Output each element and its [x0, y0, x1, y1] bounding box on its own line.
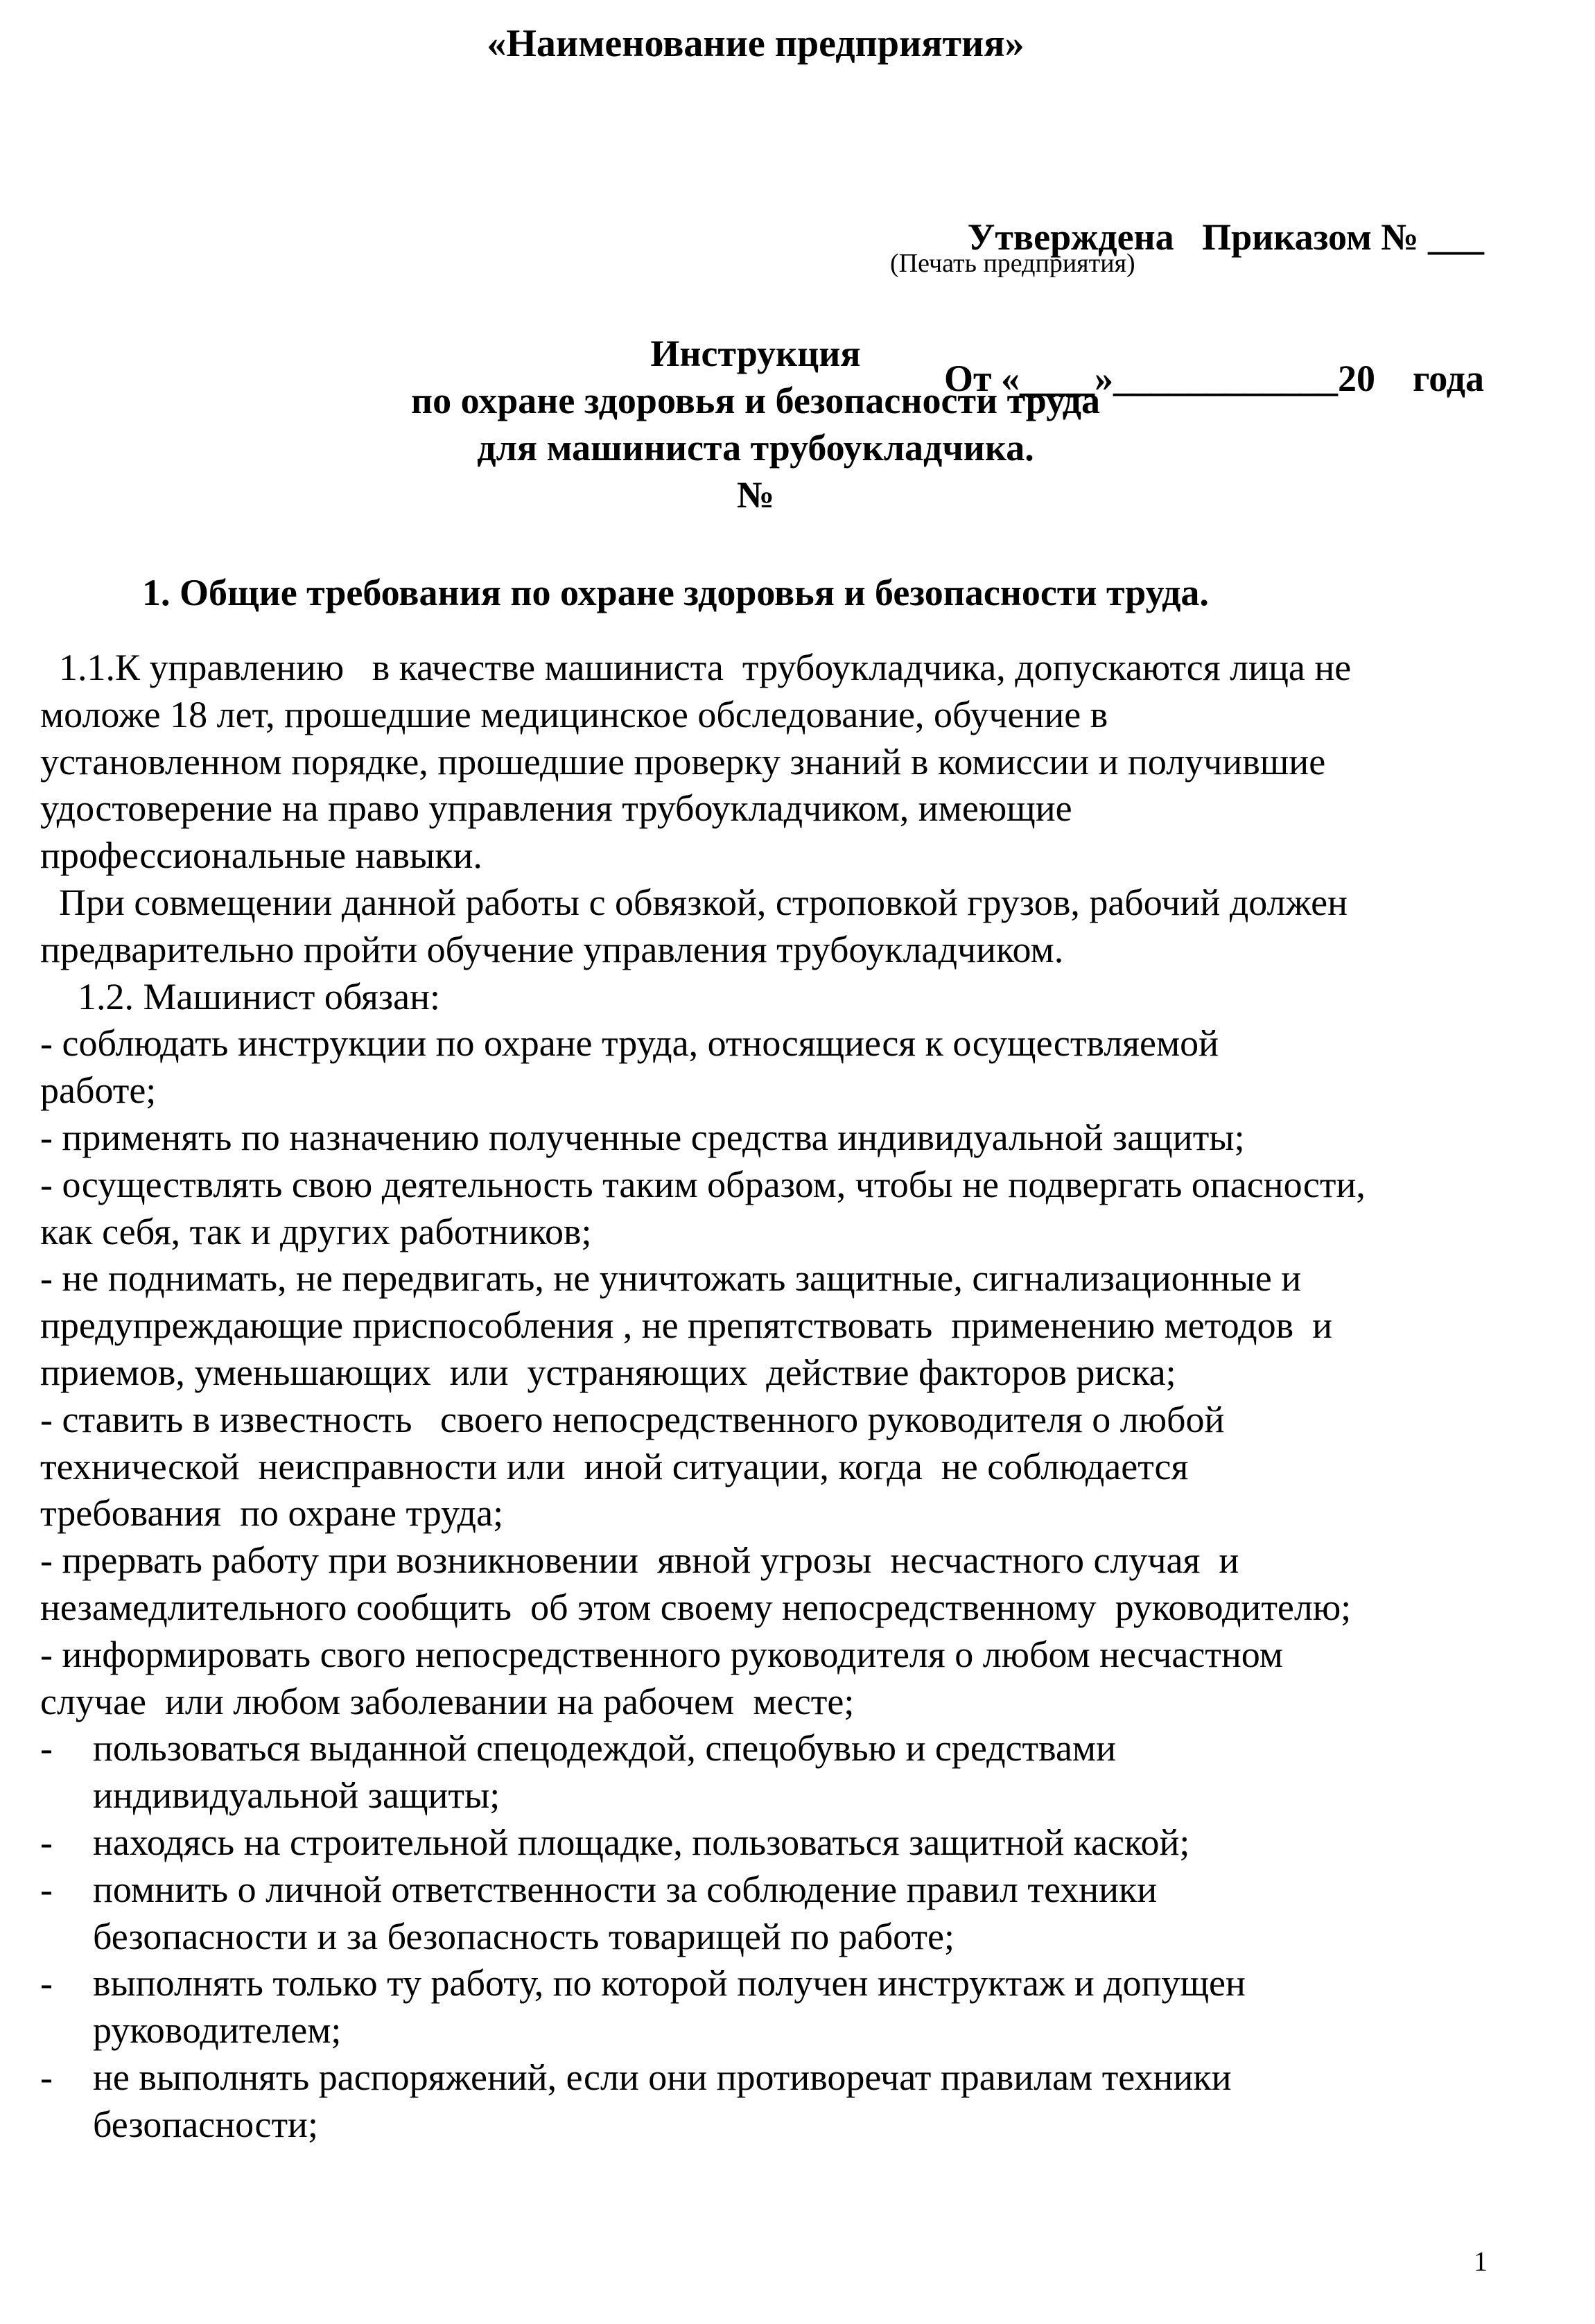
text-line: профессиональные навыки. [40, 835, 482, 877]
text-line: предварительно пройти обучение управления трубоукладчиком. [40, 928, 1064, 970]
paragraph-combined-work [40, 880, 1531, 974]
text-line: не выполнять распоряжений, если они противоречат правилам техники [93, 2056, 1232, 2098]
list-item [40, 2054, 1531, 2149]
list-item-text [93, 1819, 1531, 1867]
list-item [40, 1725, 1531, 1819]
section-1-heading: 1. Общие требования по охране здоровья и безопасности труда. [142, 572, 1209, 613]
approval-date-line: От «____»____________20 года [944, 358, 1484, 399]
duty-line: - не поднимать, не передвигать, не уничтожать защитные, сигнализационные и [40, 1257, 1302, 1300]
text-line: пользоваться выданной спецодеждой, спецобувью и средствами [93, 1727, 1116, 1770]
duty-line: работе; [40, 1069, 157, 1112]
text-line: безопасности и за безопасность товарищей по работе; [93, 1915, 955, 1957]
seal-note: (Печать предприятия) [890, 249, 1135, 278]
list-item-text [93, 2054, 1531, 2149]
text-line: находясь на строительной площадке, пользоваться защитной каской; [93, 1821, 1190, 1863]
duty-line: - осуществлять свою деятельность таким образом, чтобы не подвергать опасности, [40, 1163, 1366, 1205]
text-line: выполнять только ту работу, по которой получен инструктаж и допущен [93, 1962, 1246, 2004]
text-line: руководителем; [93, 2009, 342, 2052]
text-line: помнить о личной ответственности за соблюдение правил техники [93, 1868, 1158, 1910]
section-1-body [40, 645, 1531, 2149]
list-item-text [93, 1725, 1531, 1819]
list-item [40, 1819, 1531, 1867]
bulleted-duties-list [40, 1725, 1531, 2148]
text-line: индивидуальной защиты; [93, 1774, 500, 1817]
bullet-dash: - [40, 1868, 53, 1910]
title-line-2: по охране здоровья и безопасности труда [410, 380, 1101, 421]
text-line: моложе 18 лет, прошедшие медицинское обследование, обучение в [40, 693, 1108, 735]
bullet-dash: - [40, 1727, 53, 1770]
duty-line: требования по охране труда; [40, 1492, 504, 1535]
duty-line: - ставить в известность своего непосредственного руководителя о любой [40, 1398, 1225, 1440]
document-title [0, 330, 1511, 518]
duty-line: случае или любом заболевании на рабочем месте; [40, 1680, 855, 1722]
duty-line: приемов, уменьшающих или устраняющих действие факторов риска; [40, 1351, 1176, 1393]
title-number: № [736, 474, 775, 516]
organization-name: «Наименование предприятия» [487, 22, 1025, 65]
list-item [40, 1960, 1531, 2054]
text-line: 1.1.К управлению в качестве машиниста трубоукладчика, допускаются лица не [40, 647, 1352, 688]
paragraph-1-2: 1.2. Машинист обязан: [40, 975, 440, 1017]
bullet-dash: - [40, 1821, 53, 1863]
page-number: 1 [1474, 2246, 1488, 2277]
duty-line: - применять по назначению полученные средства индивидуальной защиты; [40, 1116, 1245, 1158]
duty-line: предупреждающие приспособления , не препятствовать применению методов и [40, 1304, 1332, 1347]
text-line: удостоверение на право управления трубоукладчиком, имеющие [40, 787, 1072, 830]
duty-line: технической неисправности или иной ситуации, когда не соблюдается [40, 1445, 1189, 1487]
bullet-dash: - [40, 1962, 53, 2004]
text-line: При совмещении данной работы с обвязкой, строповкой грузов, рабочий должен [40, 881, 1348, 923]
duty-line: - информировать свого непосредственного руководителя о любом несчастном [40, 1633, 1283, 1675]
text-line: безопасности; [93, 2103, 318, 2145]
duty-line: - прервать работу при возникновении явной угрозы несчастного случая и [40, 1539, 1239, 1582]
list-item [40, 1867, 1531, 1961]
list-item-text [93, 1867, 1531, 1961]
duty-line: незамедлительного сообщить об этом своему непосредственному руководителю; [40, 1586, 1352, 1628]
duties-list [40, 1020, 1531, 1725]
list-item-text [93, 1960, 1531, 2054]
title-line-1: Инструкция [650, 333, 861, 374]
text-line: установленном порядке, прошедшие проверку знаний в комиссии и получившие [40, 740, 1326, 783]
bullet-dash: - [40, 2056, 53, 2098]
duty-line: - соблюдать инструкции по охране труда, относящиеся к осуществляемой [40, 1022, 1219, 1065]
duty-line: как себя, так и других работников; [40, 1210, 592, 1252]
paragraph-1-1 [40, 645, 1531, 880]
approval-order-line: Утверждена Приказом № ___ [967, 216, 1484, 258]
title-line-3: для машиниста трубоукладчика. [477, 427, 1034, 469]
